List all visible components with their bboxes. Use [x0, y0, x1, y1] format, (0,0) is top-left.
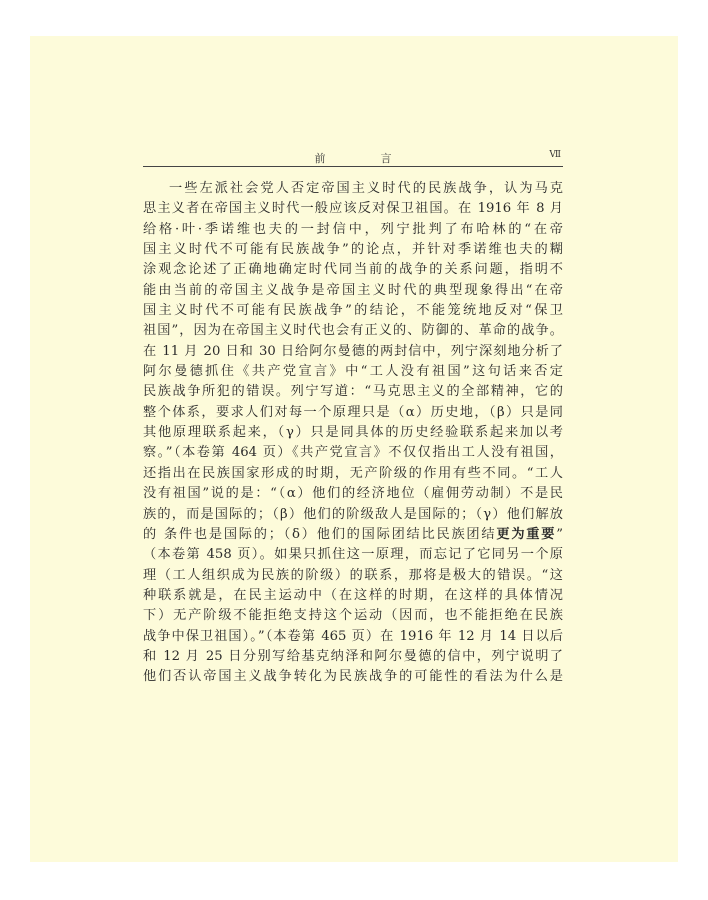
text-line-with-emphasis: [143, 525, 563, 545]
text-line: 察。”（本卷第 464 页）《共产党宣言》不仅仅指出工人没有祖国，: [143, 445, 563, 461]
text-line: 其他原理联系起来，（γ）只是同具体的历史经验联系起来加以考: [143, 425, 563, 441]
text-line: 种联系就是，在民主运动中（在这样的时期，在这样的具体情况: [143, 587, 563, 603]
text-line: 给格·叶·季诺维也夫的一封信中，列宁批判了布哈林的“在帝: [143, 221, 563, 237]
text-line: 能由当前的帝国主义战争是帝国主义时代的典型现象得出“在帝: [143, 282, 563, 298]
text-line: 理（工人组织成为民族的阶级）的联系，那将是极大的错误。“这: [143, 567, 563, 583]
header-title: 前 言: [314, 152, 414, 165]
text-line: 下）无产阶级不能拒绝支持这个运动（因而，也不能拒绝在民族: [143, 608, 563, 624]
text-line: 没有祖国”说的是：“（α）他们的经济地位（雇佣劳动制）不是民: [143, 486, 563, 502]
text-line: 国主义时代不可能有民族战争”的结论，不能笼统地反对“保卫: [143, 303, 563, 319]
text-line: 族的，而是国际的；（β）他们的阶级敌人是国际的；（γ）他们解放: [143, 506, 563, 522]
text-line: 他们否认帝国主义战争转化为民族战争的可能性的看法为什么是: [143, 669, 563, 685]
text-line: 一些左派社会党人否定帝国主义时代的民族战争，认为马克: [169, 181, 563, 196]
text-line: 战争中保卫祖国）。”（本卷第 465 页）在 1916 年 12 月 14 日以后: [143, 628, 563, 644]
text-line: 国主义时代不可能有民族战争”的论点，并针对季诺维也夫的糊: [143, 242, 563, 258]
text-line: 在 11 月 20 日和 30 日给阿尔曼德的两封信中，列宁深刻地分析了: [143, 343, 563, 359]
header-rule: [143, 166, 563, 167]
text-segment: 的 条件也是国际的；（δ）他们的国际团结比民族团结: [143, 526, 497, 542]
page-number: Ⅶ: [549, 150, 561, 160]
text-line: 祖国”，因为在帝国主义时代也会有正义的、防御的、革命的战争。: [143, 323, 563, 339]
text-line: 民族战争所犯的错误。列宁写道：“马克思主义的全部精神，它的: [143, 384, 563, 400]
text-line: 和 12 月 25 日分别写给基克纳泽和阿尔曼德的信中，列宁说明了: [143, 648, 563, 664]
text-line: 涂观念论述了正确地确定时代同当前的战争的关系问题，指明不: [143, 262, 563, 278]
text-line: （本卷第 458 页）。如果只抓住这一原理，而忘记了它同另一个原: [143, 547, 563, 563]
text-line: 整个体系，要求人们对每一个原理只是（α）历史地，（β）只是同: [143, 404, 563, 420]
text-segment: ”: [556, 526, 563, 542]
text-line: 阿尔曼德抓住《共产党宣言》中“工人没有祖国”这句话来否定: [143, 364, 563, 380]
text-line: 思主义者在帝国主义时代一般应该反对保卫祖国。在 1916 年 8 月: [143, 201, 563, 217]
running-header: [143, 148, 563, 164]
emphasis-text: 更为重要: [496, 526, 557, 542]
text-line: 还指出在民族国家形成的时期，无产阶级的作用有些不同。“工人: [143, 465, 563, 481]
body-paragraph: [143, 179, 563, 688]
